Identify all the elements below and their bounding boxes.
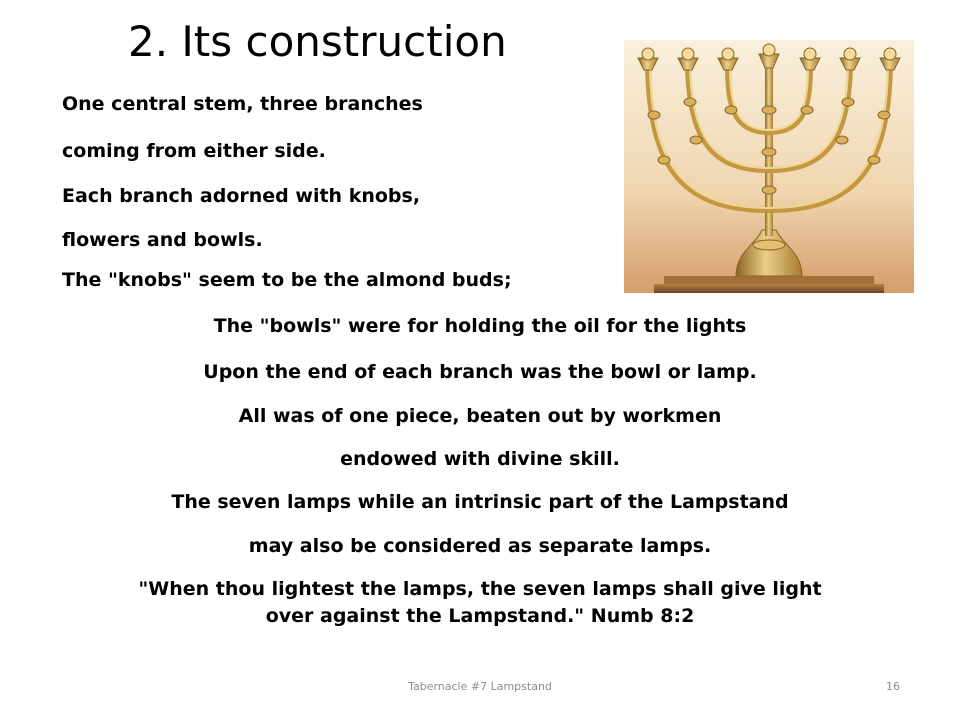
base-ring <box>753 240 785 250</box>
menorah-image <box>624 40 914 293</box>
page-number: 16 <box>886 680 900 693</box>
body-line-5: The "knobs" seem to be the almond buds; <box>62 269 512 291</box>
body-line-1: One central stem, three branches <box>62 93 423 115</box>
body-line-11: may also be considered as separate lamps. <box>248 535 712 557</box>
scripture-quote-line-2: over against the Lampstand." Numb 8:2 <box>265 604 695 627</box>
scripture-quote <box>40 576 920 630</box>
body-line-4: flowers and bowls. <box>62 229 263 251</box>
slide-title: 2. Its construction <box>128 17 507 66</box>
footer-text: Tabernacle #7 Lampstand <box>408 680 552 693</box>
body-line-7: Upon the end of each branch was the bowl or lamp. <box>203 361 757 383</box>
scripture-quote-line-1: "When thou lightest the lamps, the seven lamps shall give light <box>138 578 822 600</box>
pedestal-front <box>654 284 884 293</box>
body-line-9: endowed with divine skill. <box>340 448 620 470</box>
body-line-2: coming from either side. <box>62 140 326 162</box>
body-line-3: Each branch adorned with knobs, <box>62 185 421 207</box>
body-line-6: The "bowls" were for holding the oil for the lights <box>213 315 747 337</box>
body-line-8: All was of one piece, beaten out by workmen <box>238 405 722 427</box>
body-line-10: The seven lamps while an intrinsic part of the Lampstand <box>171 491 789 513</box>
